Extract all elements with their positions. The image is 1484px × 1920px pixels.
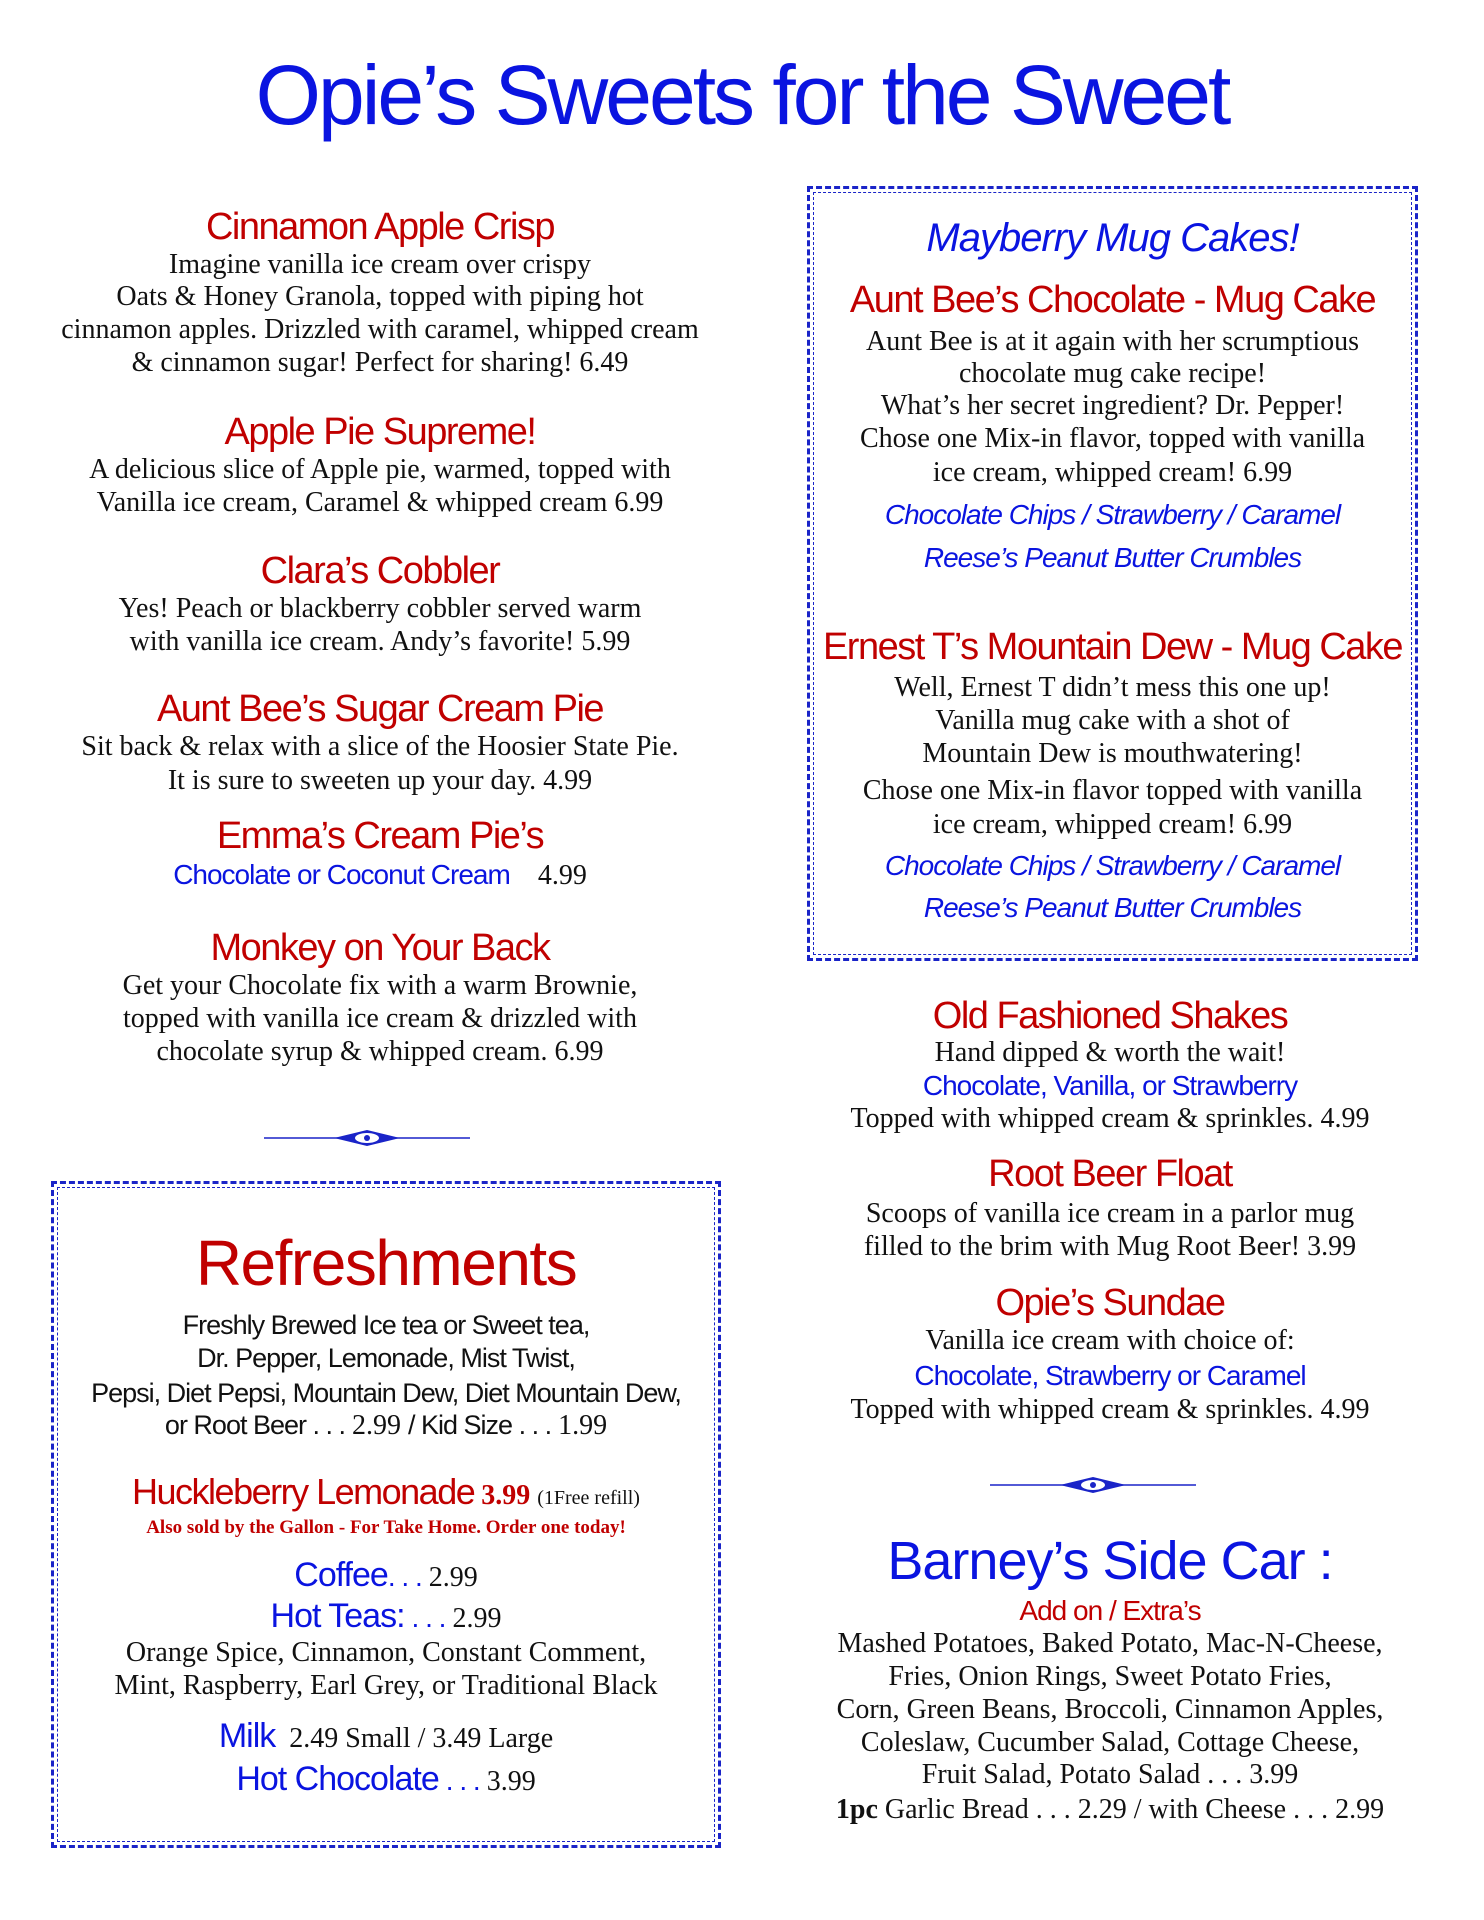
mug-cakes-heading: Mayberry Mug Cakes! [926,216,1299,260]
huckleberry-price: 3.99 [481,1480,531,1511]
hot-chocolate-line [51,1759,721,1799]
item-desc: ice cream, whipped cream! 6.99 [932,457,1293,488]
ornament-divider-icon [264,1126,470,1150]
item-desc: chocolate mug cake recipe! [958,358,1267,389]
tea-flavors: Mint, Raspberry, Earl Grey, or Traditional Black [114,1670,658,1701]
item-title: Monkey on Your Back [210,927,550,969]
item-title: Clara’s Cobbler [260,550,500,592]
garlic-qty: 1pc [835,1794,878,1825]
item-desc: Scoops of vanilla ice cream in a parlor mug [865,1198,1355,1229]
garlic-text: Garlic Bread . . . 2.29 / with Cheese . . . 2.99 [884,1794,1385,1825]
side-item-line: Fruit Salad, Potato Salad . . . 3.99 [921,1759,1299,1790]
mixin-options: Chocolate Chips / Strawberry / Caramel [884,499,1341,530]
item-options: Chocolate or Coconut Cream [173,859,510,890]
side-car-heading: Barney’s Side Car : [887,1531,1333,1591]
huckleberry-line [51,1470,721,1514]
item-desc: Topped with whipped cream & sprinkles. 4.99 [850,1394,1370,1425]
mixin-options: Chocolate Chips / Strawberry / Caramel [884,850,1341,881]
item-desc: cinnamon apples. Drizzled with caramel, whipped cream [61,314,699,345]
item-desc: What’s her secret ingredient? Dr. Pepper! [880,390,1345,421]
item-title: Root Beer Float [988,1153,1232,1195]
huckleberry-note: (1Free refill) [537,1487,640,1509]
item-title: Ernest T’s Mountain Dew - Mug Cake [822,626,1403,668]
item-desc: Vanilla ice cream, Caramel & whipped cream 6.99 [96,487,664,518]
item-desc: Well, Ernest T didn’t mess this one up! [894,672,1331,703]
item-options: Chocolate, Strawberry or Caramel [914,1360,1306,1391]
item-options: Chocolate, Vanilla, or Strawberry [922,1070,1298,1101]
hot-teas-price: 2.99 [452,1603,502,1634]
item-desc: filled to the brim with Mug Root Beer! 3.99 [863,1231,1357,1262]
item-title: Aunt Bee’s Chocolate - Mug Cake [849,279,1376,321]
item-desc: Topped with whipped cream & sprinkles. 4.99 [850,1103,1370,1134]
mixin-options: Reese’s Peanut Butter Crumbles [923,542,1302,573]
gallon-promo: Also sold by the Gallon - For Take Home. Order one today! [146,1517,626,1538]
drinks-label: or Root Beer . . . [164,1410,346,1440]
item-desc: It is sure to sweeten up your day. 4.99 [167,765,593,796]
refreshments-heading: Refreshments [195,1227,577,1299]
drinks-price-line [51,1408,721,1442]
coffee-price: 2.99 [428,1562,478,1593]
drinks-price: 2.99 [352,1410,402,1441]
item-desc: Vanilla mug cake with a shot of [935,705,1290,736]
item-desc: Mountain Dew is mouthwatering! [922,738,1303,769]
item-desc: with vanilla ice cream. Andy’s favorite! 5.99 [129,626,631,657]
dots: . . . [411,1602,446,1633]
item-desc: Sit back & relax with a slice of the Hoosier State Pie. [81,731,679,762]
side-item-line: Fries, Onion Rings, Sweet Potato Fries, [888,1661,1332,1692]
item-price: 4.99 [537,860,587,891]
item-desc: A delicious slice of Apple pie, warmed, topped with [89,454,671,485]
hot-teas-label: Hot Teas: [270,1597,405,1635]
kid-size-label: / Kid Size . . . [408,1410,552,1440]
item-title: Opie’s Sundae [995,1282,1225,1324]
drinks-line: Freshly Brewed Ice tea or Sweet tea, [182,1310,590,1340]
side-car-subheading: Add on / Extra’s [1019,1595,1201,1626]
hot-teas-line [51,1596,721,1636]
mixin-options: Reese’s Peanut Butter Crumbles [923,892,1302,923]
item-desc: Vanilla ice cream with choice of: [925,1325,1295,1356]
garlic-bread-line [800,1793,1420,1827]
item-desc: Aunt Bee is at it again with her scrumptious [865,326,1360,357]
item-desc: Oats & Honey Granola, topped with piping hot [116,281,644,312]
item-desc [0,858,760,892]
item-desc: chocolate syrup & whipped cream. 6.99 [156,1036,604,1067]
huckleberry-name: Huckleberry Lemonade [132,1471,475,1512]
dots: . . . [387,1561,422,1592]
side-item-line: Corn, Green Beans, Broccoli, Cinnamon Apples, [836,1694,1384,1725]
coffee-label: Coffee [294,1556,388,1594]
milk-price: 2.49 Small / 3.49 Large [289,1723,554,1754]
item-title: Aunt Bee’s Sugar Cream Pie [156,688,604,730]
item-desc: Imagine vanilla ice cream over crispy [168,249,592,280]
coffee-line [51,1555,721,1595]
page-title: Opie’s Sweets for the Sweet [255,48,1229,142]
drinks-line: Pepsi, Diet Pepsi, Mountain Dew, Diet Mountain Dew, [91,1378,681,1408]
item-title: Apple Pie Supreme! [224,411,536,453]
item-title: Old Fashioned Shakes [932,995,1288,1037]
hot-chocolate-price: 3.99 [486,1766,536,1797]
item-desc: ice cream, whipped cream! 6.99 [932,809,1293,840]
dots: . . . [445,1765,480,1796]
item-desc: Chose one Mix-in flavor topped with vanilla [862,775,1363,806]
item-desc: & cinnamon sugar! Perfect for sharing! 6.49 [131,347,629,378]
item-desc: Chose one Mix-in flavor, topped with vanilla [859,423,1366,454]
item-title: Emma’s Cream Pie’s [216,815,544,857]
side-item-line: Coleslaw, Cucumber Salad, Cottage Cheese, [860,1727,1360,1758]
item-desc: Hand dipped & worth the wait! [934,1037,1286,1068]
item-desc: Yes! Peach or blackberry cobbler served warm [118,593,642,624]
item-desc: topped with vanilla ice cream & drizzled with [123,1003,637,1034]
item-title: Cinnamon Apple Crisp [205,206,555,248]
drinks-line: Dr. Pepper, Lemonade, Mist Twist, [197,1343,575,1373]
tea-flavors: Orange Spice, Cinnamon, Constant Comment, [125,1637,647,1668]
hot-chocolate-label: Hot Chocolate [236,1760,439,1798]
item-desc: Get your Chocolate fix with a warm Brownie, [122,970,638,1001]
side-item-line: Mashed Potatoes, Baked Potato, Mac-N-Cheese, [837,1628,1383,1659]
kid-size-price: 1.99 [558,1410,608,1441]
milk-line [51,1716,721,1756]
ornament-divider-icon [990,1473,1196,1497]
milk-label: Milk [218,1717,276,1755]
